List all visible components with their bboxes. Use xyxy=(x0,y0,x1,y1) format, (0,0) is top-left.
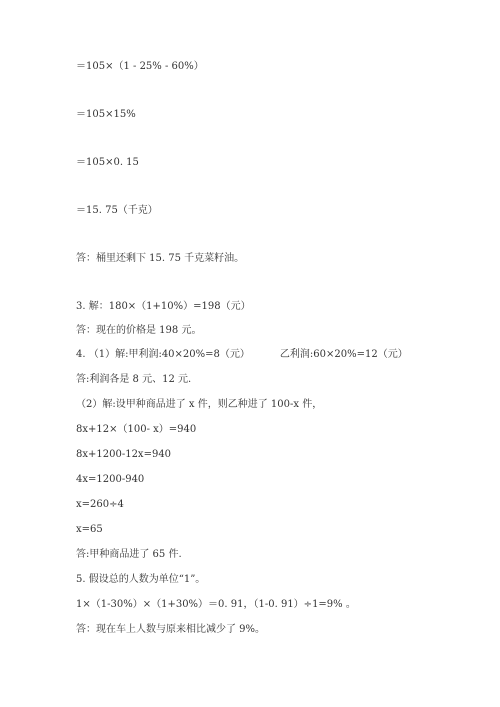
equation-2: 8x+1200-12x=940 xyxy=(76,449,172,460)
equation-4: x=260÷4 xyxy=(76,499,124,510)
problem-4-part-1 xyxy=(76,348,408,362)
problem-5-answer: 答：现在车上人数与原来相比减少了 9%。 xyxy=(76,624,266,635)
equation-3: 4x=1200-940 xyxy=(76,474,145,485)
equation-5: x=65 xyxy=(76,524,103,535)
calc-step-4: ＝15. 75（千克） xyxy=(76,205,158,216)
problem-4-part-2-setup: （2）解:设甲种商品进了 x 件，则乙种进了 100-x 件， xyxy=(76,399,323,410)
calc-step-2: ＝105×15% xyxy=(76,109,136,120)
problem-4-part-1-answer: 答:利润各是 8 元、12 元. xyxy=(76,374,192,385)
problem-5-setup: 5. 假设总的人数为单位“1”。 xyxy=(76,574,206,585)
problem-3-answer: 答：现在的价格是 198 元。 xyxy=(76,325,202,336)
calc-step-3: ＝105×0. 15 xyxy=(76,157,139,168)
profit-b: 乙利润:60×20%=12（元） xyxy=(279,349,408,360)
answer-oil: 答：桶里还剩下 15. 75 千克菜籽油。 xyxy=(76,253,245,264)
calc-step-1: ＝105×（1 - 25% - 60%） xyxy=(76,61,204,72)
problem-3-solution: 3. 解：180×（1+10%）=198（元） xyxy=(76,301,251,312)
equation-1: 8x+12×（100- x）=940 xyxy=(76,424,197,435)
profit-a: 4. （1）解:甲利润:40×20%=8（元） xyxy=(76,349,250,360)
problem-4-part-2-answer: 答:甲种商品进了 65 件. xyxy=(76,549,182,560)
problem-5-calc: 1×（1-30%）×（1+30%）＝0. 91，（1-0. 91）÷1=9% 。 xyxy=(76,599,356,610)
